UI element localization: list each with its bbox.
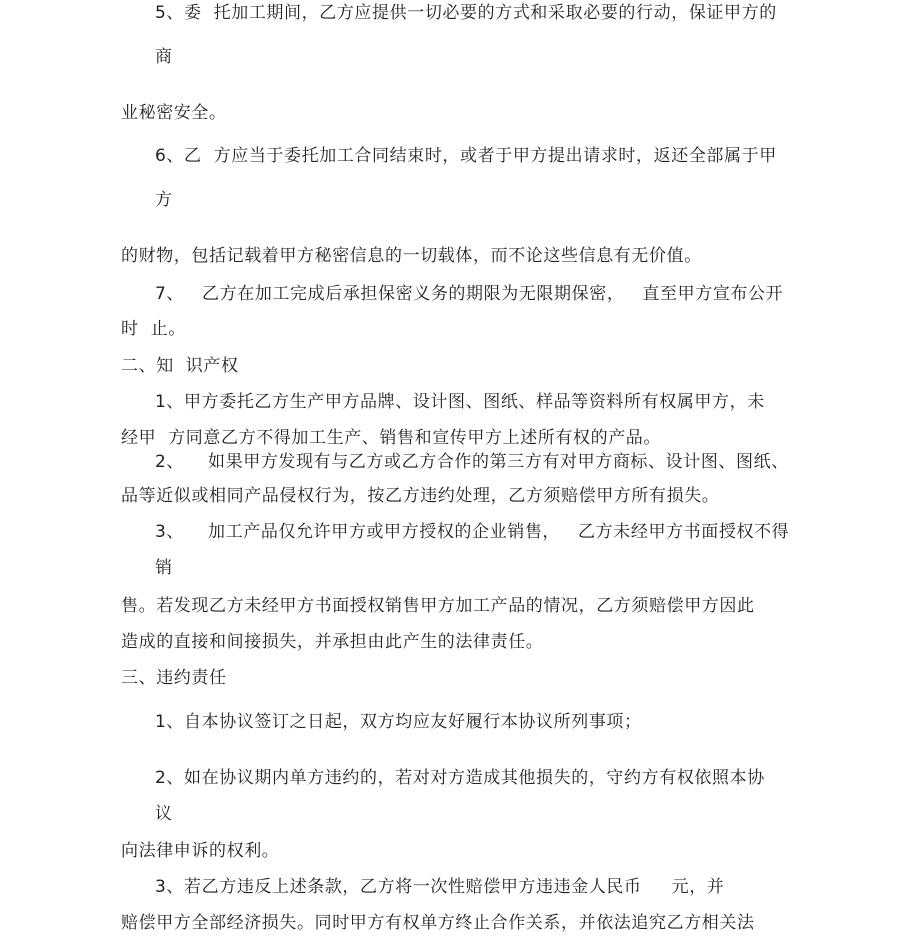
ip-clause-2-line-1: 2、 如果甲方发现有与乙方或乙方合作的第三方有对甲方商标、设计图、图纸、 (155, 452, 789, 472)
breach-clause-3-line-1: 3、若乙方违反上述条款，乙方将一次性赔偿甲方违违金人民币 元，并 (155, 877, 725, 897)
ip-clause-3-line-3: 售。若发现乙方未经甲方书面授权销售甲方加工产品的情况，乙方须赔偿甲方因此 (121, 596, 755, 616)
clause-7-line-2: 时 止。 (121, 319, 186, 339)
clause-6-line-2: 方 (155, 190, 173, 210)
clause-6-line-1: 6、乙 方应当于委托加工合同结束时，或者于甲方提出请求时，返还全部属于甲 (155, 146, 777, 166)
breach-clause-2-line-1: 2、如在协议期内单方违约的，若对对方造成其他损失的，守约方有权依照本协 (155, 768, 765, 788)
ip-clause-2-line-2: 品等近似或相同产品侵权行为，按乙方违约处理，乙方须赔偿甲方所有损失。 (121, 486, 720, 506)
ip-clause-3-line-4: 造成的直接和间接损失，并承担由此产生的法律责任。 (121, 632, 544, 652)
breach-clause-3-line-2: 赔偿甲方全部经济损失。同时甲方有权单方终止合作关系，并依法追究乙方相关法 (121, 913, 755, 933)
section-3-heading: 三、违约责任 (121, 668, 227, 688)
breach-clause-1: 1、自本协议签订之日起，双方均应友好履行本协议所列事项； (155, 712, 642, 732)
ip-clause-3-line-1: 3、 加工产品仅允许甲方或甲方授权的企业销售， 乙方未经甲方书面授权不得 (155, 522, 790, 542)
ip-clause-3-line-2: 销 (155, 558, 173, 578)
clause-6-line-3: 的财物，包括记载着甲方秘密信息的一切载体，而不论这些信息有无价值。 (121, 246, 702, 266)
clause-5-line-3: 业秘密安全。 (121, 103, 227, 123)
clause-5-line-2: 商 (155, 47, 173, 67)
breach-clause-2-line-2: 议 (155, 804, 173, 824)
ip-clause-1-line-1: 1、甲方委托乙方生产甲方品牌、设计图、图纸、样品等资料所有权属甲方，未 (155, 392, 765, 412)
section-2-heading: 二、知 识产权 (121, 356, 239, 376)
ip-clause-1-line-2: 经甲 方同意乙方不得加工生产、销售和宣传甲方上述所有权的产品。 (121, 428, 662, 448)
clause-7-line-1: 7、 乙方在加工完成后承担保密义务的期限为无限期保密， 直至甲方宣布公开 (155, 284, 784, 304)
clause-5-line-1: 5、委 托加工期间，乙方应提供一切必要的方式和采取必要的行动，保证甲方的 (155, 3, 777, 23)
breach-clause-2-line-3: 向法律申诉的权利。 (121, 841, 280, 861)
